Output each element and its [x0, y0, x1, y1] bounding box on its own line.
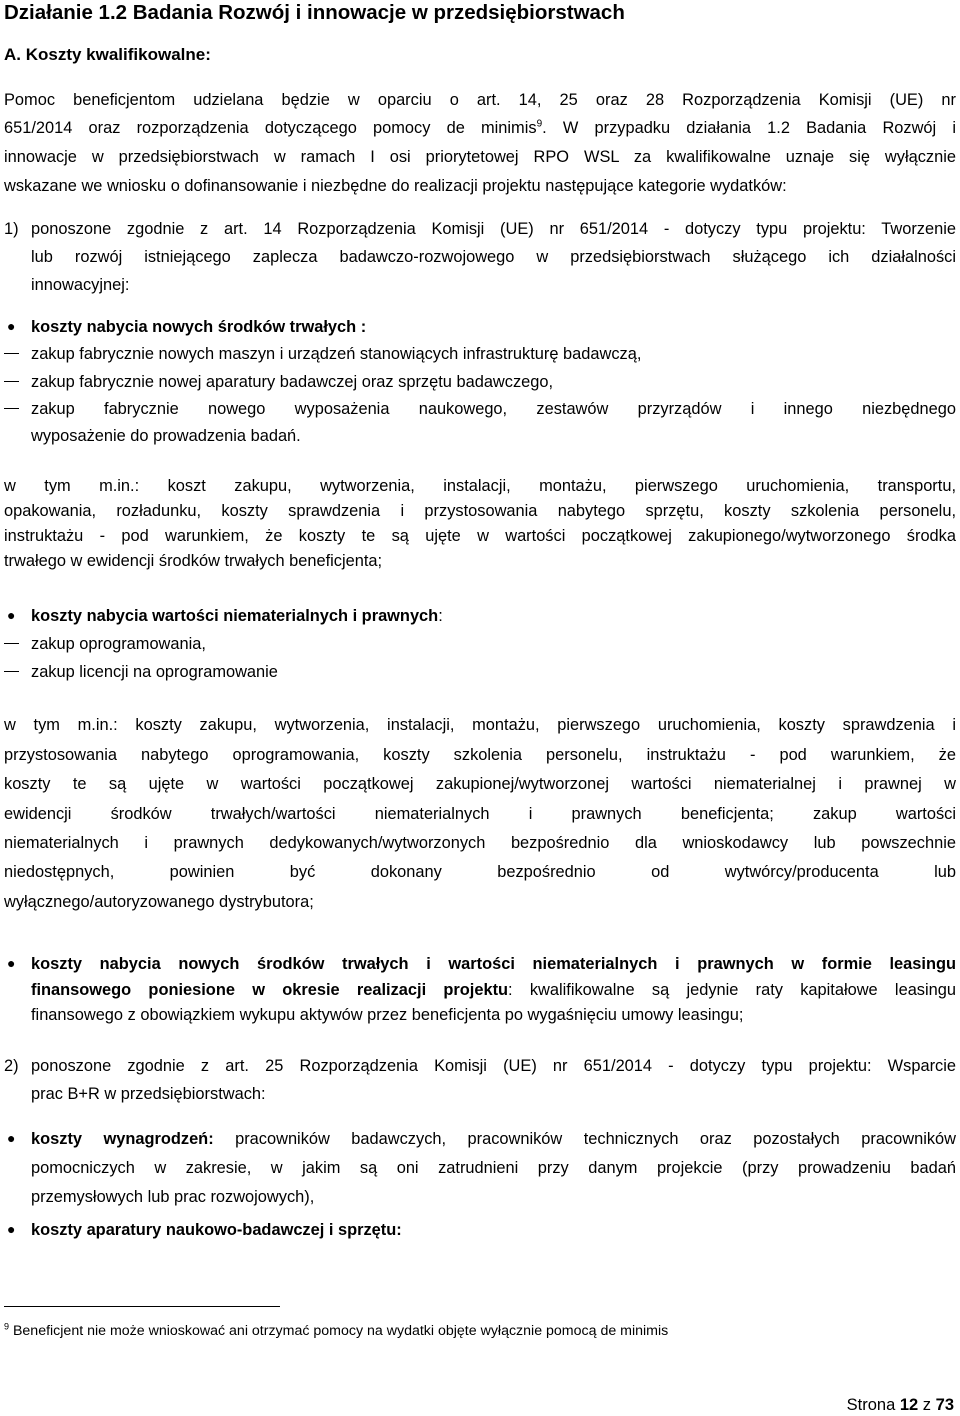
wtym2-line-6: niedostępnych, powinien być dokonany bezpośrednio od wytwórcy/producenta lub	[4, 863, 956, 881]
wtym1-line-3: instruktażu - pod warunkiem, że koszty te są ujęte w wartości początkowej zakupionego/wytworzonego środka	[4, 527, 956, 545]
bullet3-line-2: finansowego poniesione w okresie realizacji projektu: kwalifikowalne są jedynie raty kapitałowe leasingu	[31, 981, 956, 999]
bullet4-line-2: pomocniczych w zakresie, w jakim są oni zatrudnieni przy danym projekcie (przy prowadzeniu badań	[31, 1159, 956, 1177]
dash-item: zakup fabrycznie nowych maszyn i urządzeń stanowiących infrastrukturę badawczą,	[31, 345, 642, 363]
wtym2-line-1: w tym m.in.: koszty zakupu, wytworzenia, instalacji, montażu, pierwszego uruchomienia, koszty sprawdzenia i	[4, 716, 956, 734]
footnote-divider	[4, 1306, 280, 1307]
intro-line-4: wskazane we wniosku o dofinansowanie i niezbędne do realizacji projektu następujące kategorie wydatków:	[4, 177, 787, 195]
bullet-icon: ●	[7, 1130, 16, 1146]
intro-line-1: Pomoc beneficjentom udzielana będzie w oparciu o art. 14, 25 oraz 28 Rozporządzenia Komisji (UE) nr	[4, 91, 956, 109]
dash-icon	[4, 353, 19, 354]
bullet-title: koszty nabycia nowych środków trwałych i wartości niematerialnych i prawnych w formie leasingu	[31, 955, 956, 973]
bullet4-line-3: przemysłowych lub prac rozwojowych),	[31, 1188, 315, 1206]
dash-icon	[4, 408, 19, 409]
intro-line-2: 651/2014 oraz rozporządzenia dotyczącego pomocy de minimis$^9$. W przypadku działania 1.2 Badania Rozwój i	[4, 118, 957, 137]
bullet-title: koszty nabycia wartości niematerialnych i prawnych:	[31, 607, 443, 625]
bullet-title: koszty nabycia nowych środków trwałych :	[31, 318, 367, 336]
wtym2-line-5: niematerialnych i prawnych dedykowanych/wytworzonych bezpośrednio dla wnioskodawcy lub powszechnie	[4, 834, 956, 852]
section-heading: A. Koszty kwalifikowalne:	[4, 45, 211, 64]
footnote-ref[interactable]: 9	[536, 118, 543, 130]
wtym1-line-2: opakowania, rozładunku, koszty sprawdzenia i przystosowania nabytego sprzętu, koszty szkolenia personelu,	[4, 502, 956, 520]
bullet-title: koszty aparatury naukowo-badawczej i sprzętu:	[31, 1221, 402, 1239]
bullet-icon: ●	[7, 318, 16, 334]
wtym2-line-7: wyłącznego/autoryzowanego dystrybutora;	[4, 893, 314, 911]
dash-item: zakup fabrycznie nowego wyposażenia naukowego, zestawów przyrządów i innego niezbędnego	[31, 400, 956, 418]
wtym2-line-2: przystosowania nabytego oprogramowania, koszty szkolenia personelu, instruktażu - pod warunkiem, że	[4, 746, 956, 764]
point2-line-1: ponoszone zgodnie z art. 25 Rozporządzenia Komisji (UE) nr 651/2014 - dotyczy typu projektu: Wsparcie	[31, 1057, 956, 1075]
list-number: 1)	[4, 220, 19, 238]
dash-icon	[4, 671, 19, 672]
dash-item: zakup oprogramowania,	[31, 635, 206, 653]
document-page	[4, 0, 956, 1414]
page-title: Działanie 1.2 Badania Rozwój i innowacje w przedsiębiorstwach	[4, 1, 625, 24]
bullet3-line-3: finansowego z obowiązkiem wykupu aktywów przez beneficjenta po wygaśnięciu umowy leasingu;	[31, 1006, 744, 1024]
wtym1-line-1: w tym m.in.: koszt zakupu, wytworzenia, instalacji, montażu, pierwszego uruchomienia, transportu,	[4, 477, 956, 495]
point1-line-2: lub rozwój istniejącego zaplecza badawczo-rozwojowego w przedsiębiorstwach służącego ich działalności	[31, 248, 956, 266]
bullet-icon: ●	[7, 1221, 16, 1237]
dash-icon	[4, 643, 19, 644]
list-number: 2)	[4, 1057, 19, 1075]
dash-item-cont: wyposażenie do prowadzenia badań.	[31, 427, 301, 445]
point2-line-2: prac B+R w przedsiębiorstwach:	[31, 1085, 266, 1103]
wtym1-line-4: trwałego w ewidencji środków trwałych beneficjenta;	[4, 552, 383, 570]
page-number: Strona 12 z 73	[846, 1396, 954, 1414]
bullet4-line-1: koszty wynagrodzeń: pracowników badawczych, pracowników technicznych oraz pozostałych pracowników	[31, 1130, 956, 1148]
point1-line-3: innowacyjnej:	[31, 276, 130, 294]
bullet-icon: ●	[7, 607, 16, 623]
intro-line-3: innowacje w przedsiębiorstwach w ramach I osi priorytetowej RPO WSL za kwalifikowalne uznaje się wyłącznie	[4, 148, 956, 166]
bullet-icon: ●	[7, 955, 16, 971]
point1-line-1: ponoszone zgodnie z art. 14 Rozporządzenia Komisji (UE) nr 651/2014 - dotyczy typu projektu: Tworzenie	[31, 220, 956, 238]
dash-item: zakup licencji na oprogramowanie	[31, 663, 278, 681]
wtym2-line-4: ewidencji środków trwałych/wartości niematerialnych i prawnych beneficjenta; zakup wartości	[4, 805, 956, 823]
dash-item: zakup fabrycznie nowej aparatury badawczej oraz sprzętu badawczego,	[31, 373, 554, 391]
footnote: $^9$ Beneficjent nie może wnioskować ani otrzymać pomocy na wydatki objęte wyłącznie pomocą de minimis	[4, 1321, 669, 1339]
wtym2-line-3: koszty te są ujęte w wartości początkowej zakupionej/wytworzonej wartości niematerialnej i prawnej w	[4, 775, 956, 793]
dash-icon	[4, 381, 19, 382]
